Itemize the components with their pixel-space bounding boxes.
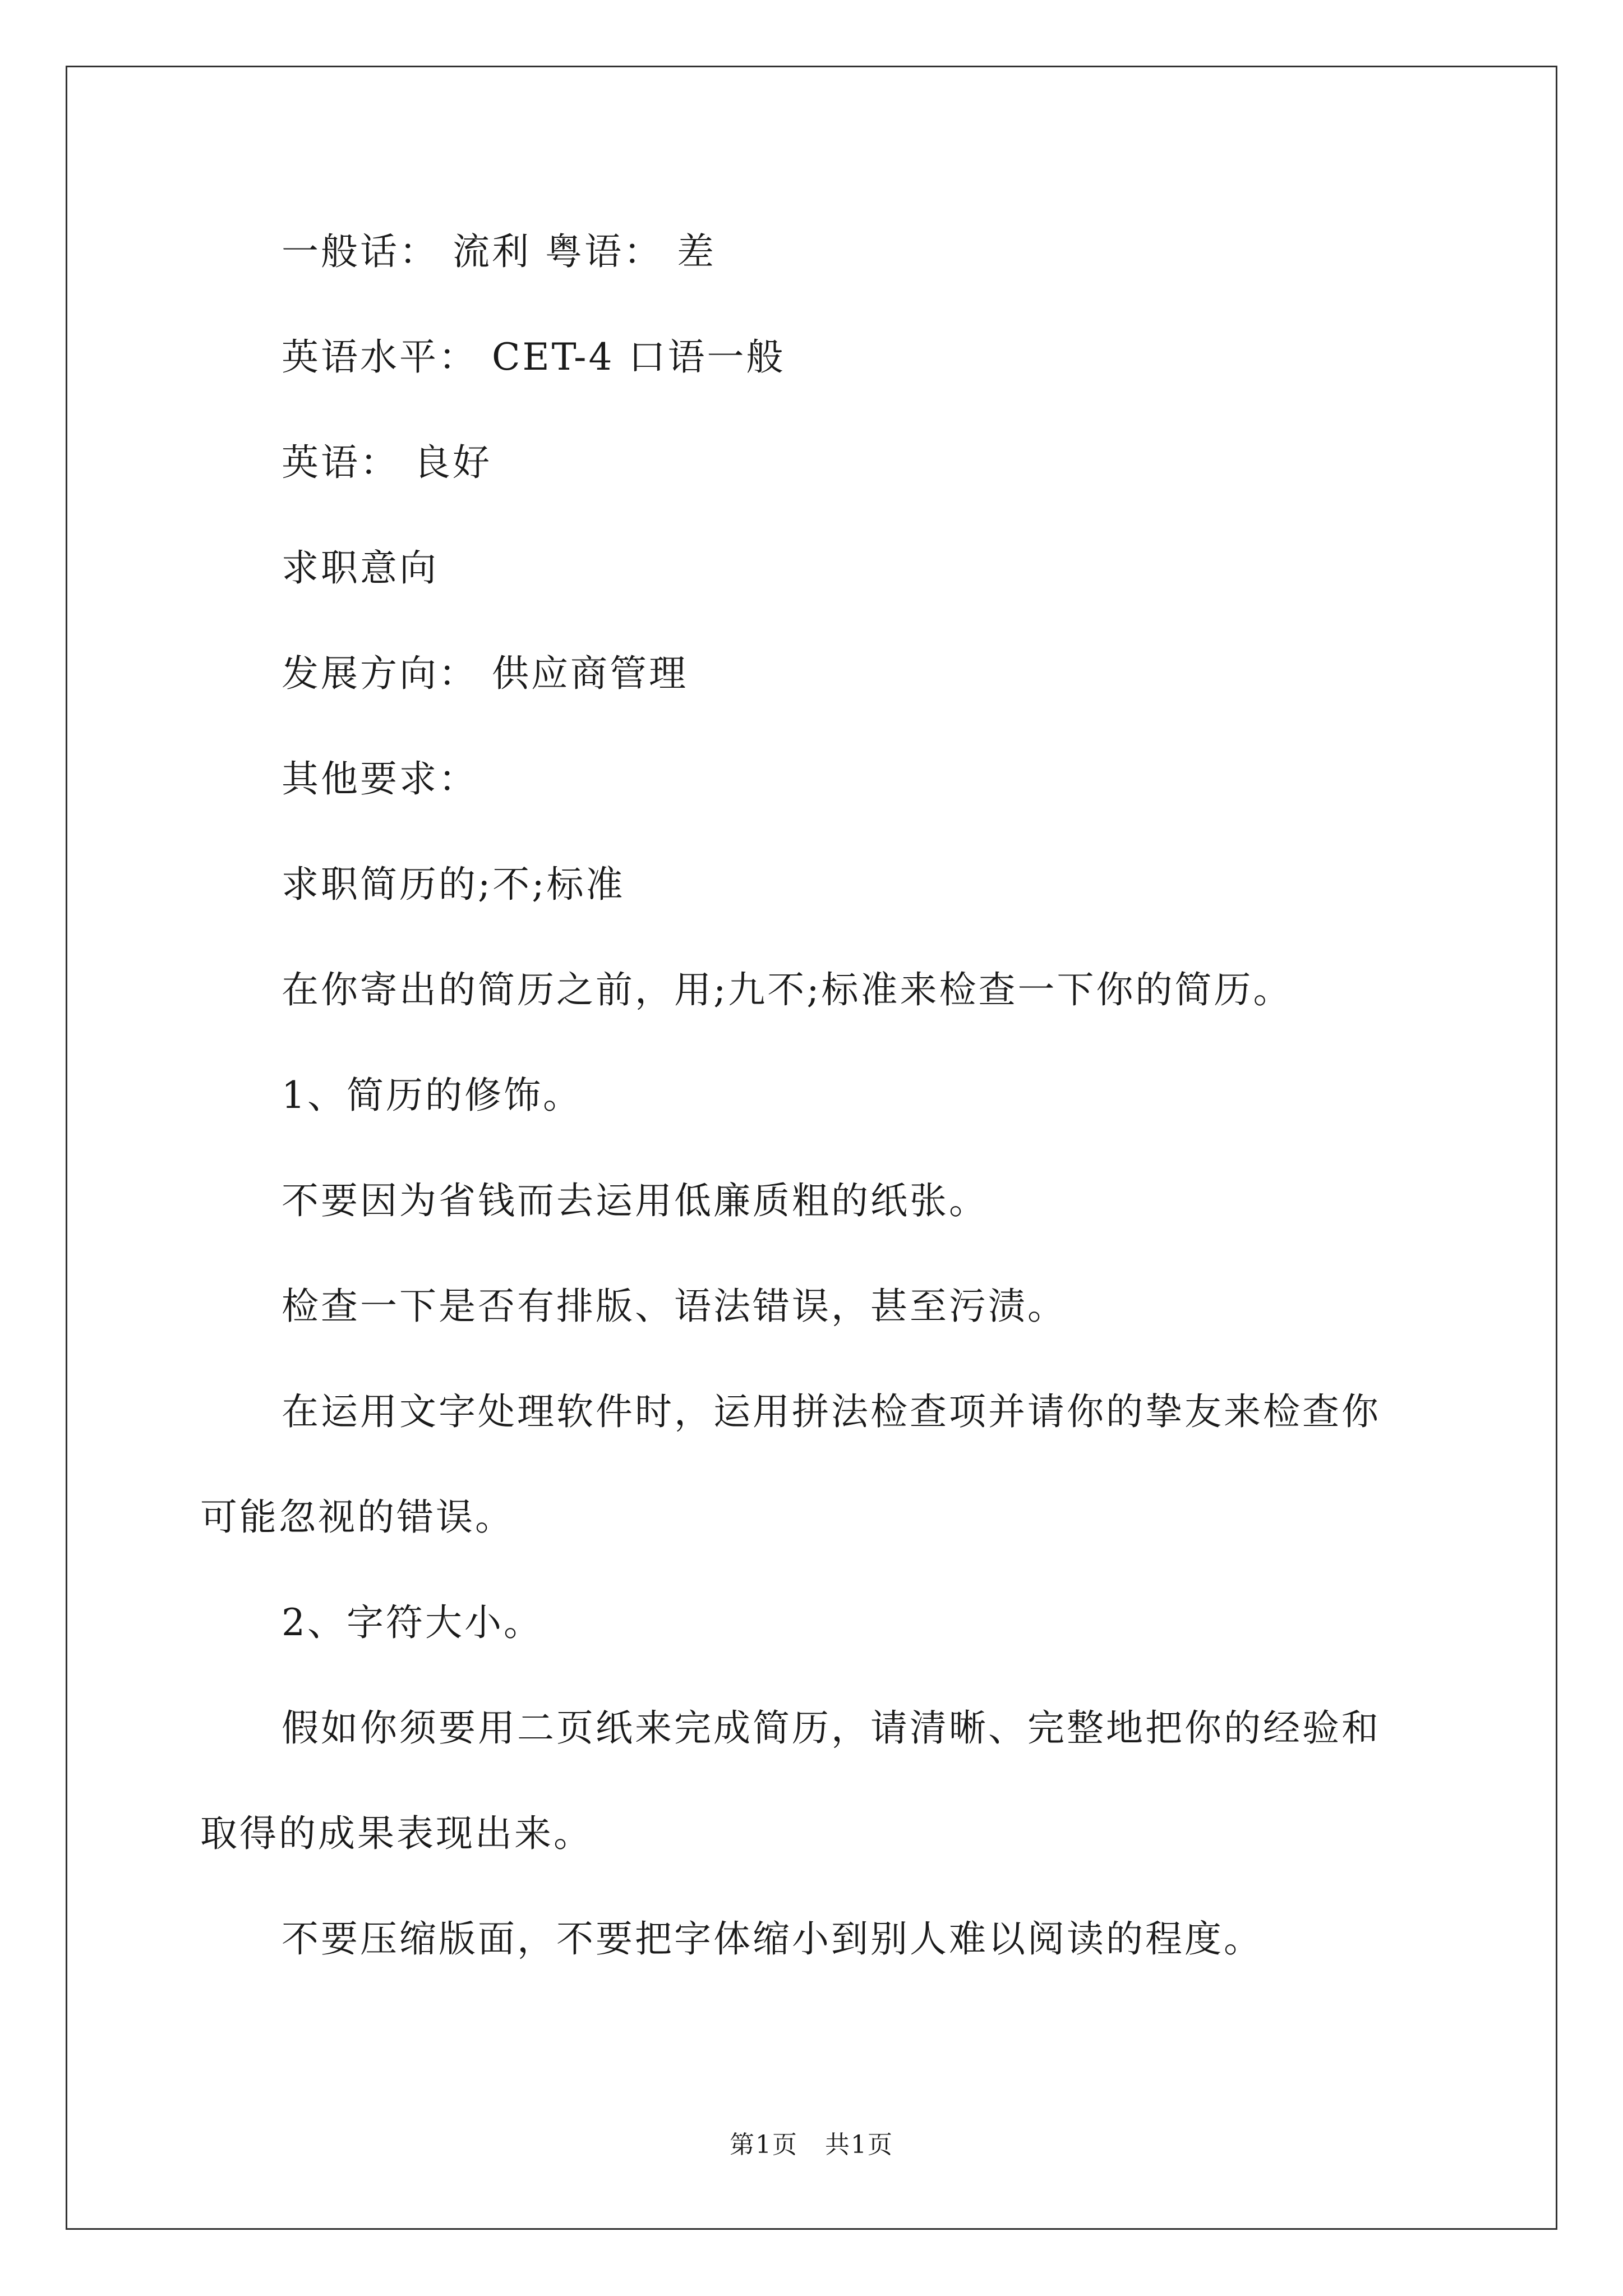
paragraph-font-size: 不要压缩版面，不要把字体缩小到别人难以阅读的程度。 xyxy=(282,1917,1263,1961)
paragraph-check-errors: 检查一下是否有排版、语法错误，甚至污渍。 xyxy=(282,1285,1067,1328)
paragraph-resume-standards: 求职简历的;不;标准 xyxy=(282,863,625,906)
paragraph-two-pages-cont: 取得的成果表现出来。 xyxy=(200,1812,593,1855)
page-number-footer: 第1页 共1页 xyxy=(730,2131,893,2159)
paragraph-mandarin-cantonese: 一般话： 流利 粤语： 差 xyxy=(282,230,716,273)
paragraph-spellcheck: 在运用文字处理软件时，运用拼法检查项并请你的挚友来检查你 xyxy=(282,1390,1381,1433)
paragraph-other-requirements: 其他要求： xyxy=(282,757,478,800)
paragraph-paper-quality: 不要因为省钱而去运用低廉质粗的纸张。 xyxy=(282,1179,988,1222)
paragraph-spellcheck-cont: 可能忽视的错误。 xyxy=(200,1496,514,1539)
paragraph-check-resume: 在你寄出的简历之前，用;九不;标准来检查一下你的简历。 xyxy=(282,968,1293,1011)
paragraph-development-direction: 发展方向： 供应商管理 xyxy=(282,652,688,695)
paragraph-english-level: 英语水平： CET-4 口语一般 xyxy=(282,335,786,379)
page-border xyxy=(66,66,1557,2230)
paragraph-job-intention: 求职意向 xyxy=(282,546,439,590)
paragraph-english: 英语： 良好 xyxy=(282,441,492,484)
paragraph-two-pages: 假如你须要用二页纸来完成简历，请清晰、完整地把你的经验和 xyxy=(282,1706,1381,1750)
paragraph-point-2: 2、字符大小。 xyxy=(282,1601,543,1644)
paragraph-point-1: 1、简历的修饰。 xyxy=(282,1074,582,1117)
